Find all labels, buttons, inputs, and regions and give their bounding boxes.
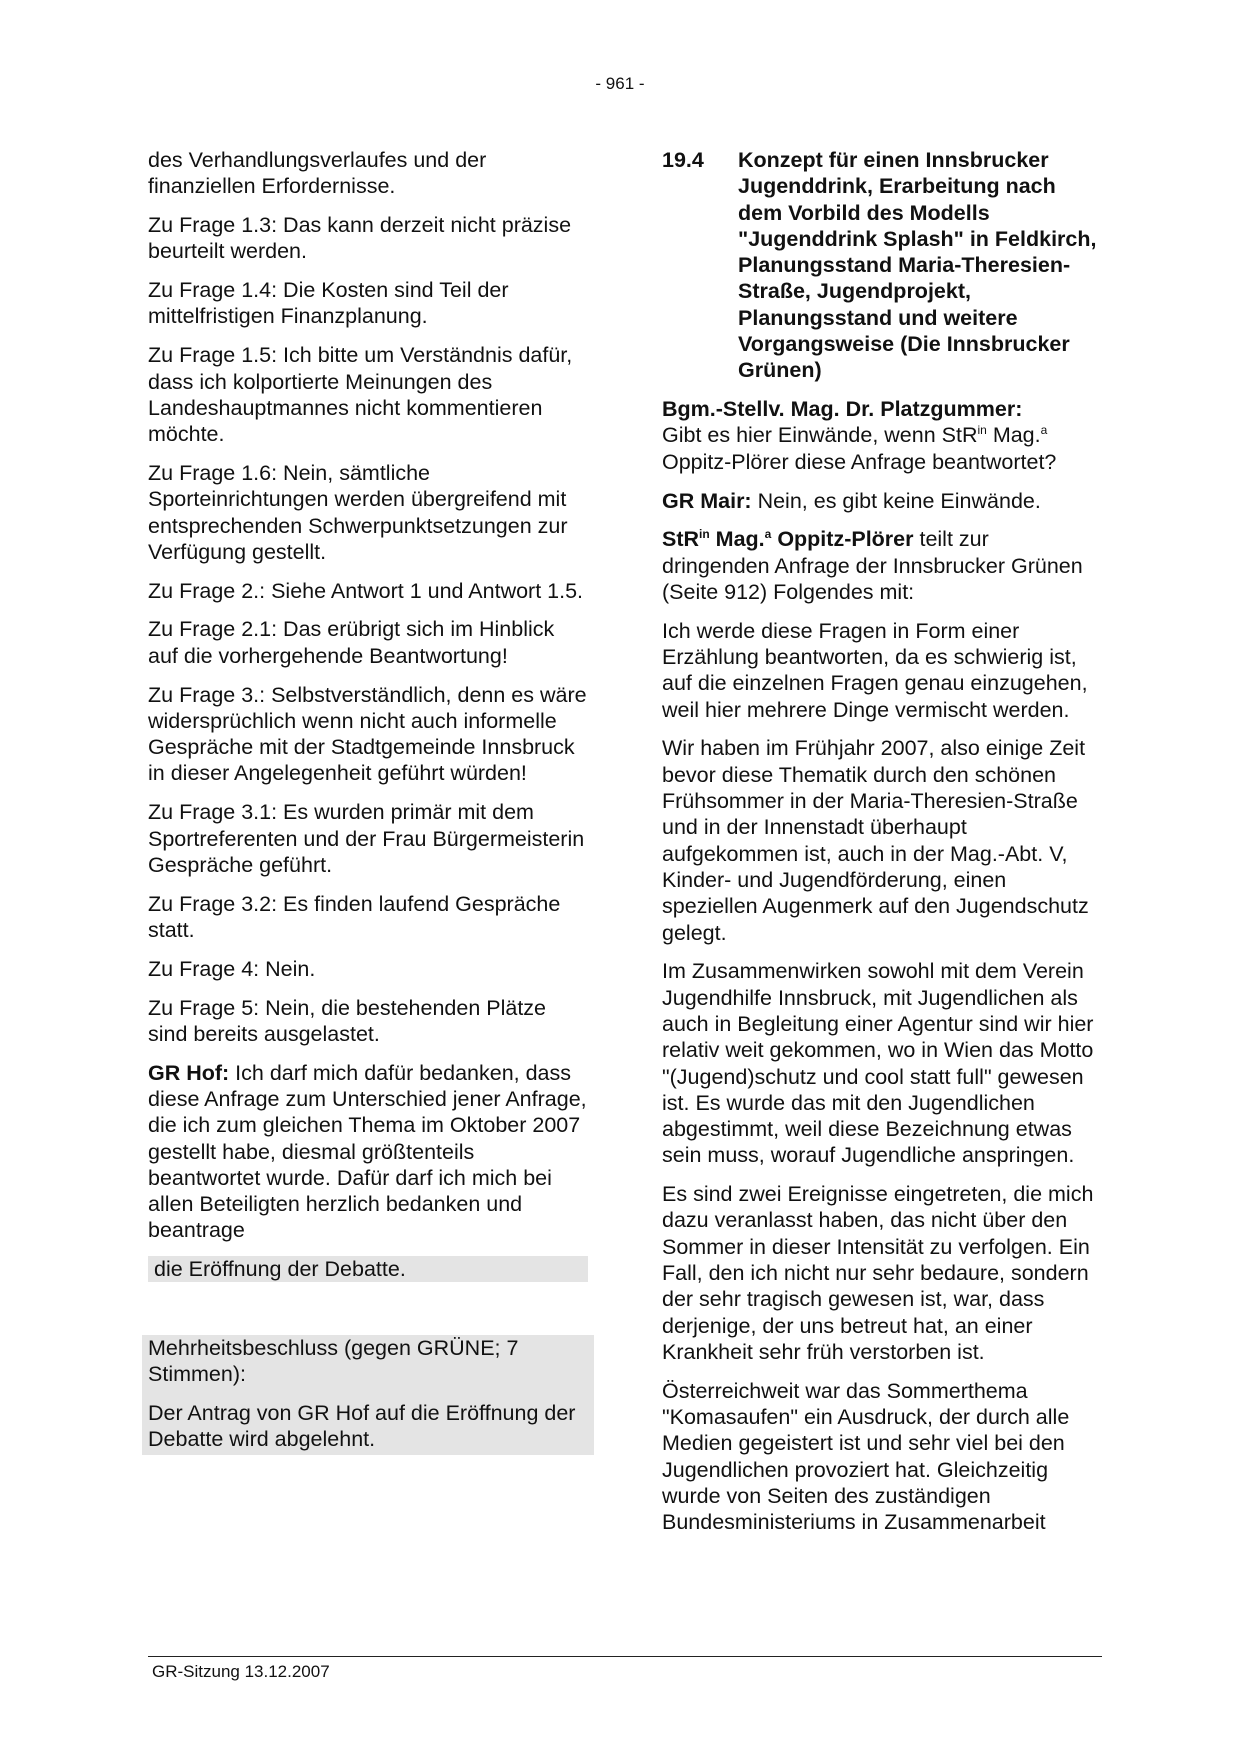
left-column xyxy=(148,147,588,1455)
str-statement xyxy=(662,526,1102,605)
paragraph: Zu Frage 1.3: Das kann derzeit nicht präzise beurteilt werden. xyxy=(148,213,572,264)
paragraph: des Verhandlungsverlaufes und der finanziellen Erfordernisse. xyxy=(148,148,487,199)
statement-text: Ich darf mich dafür bedanken, dass diese Anfrage zum Unterschied jener Anfrage, die ich zum gleichen Thema im Oktober 2007 gestellt habe, diesmal größtenteils beantwortet wurde. Dafür darf ich mich bei allen Beteiligten herzlich bedanken und beantrage xyxy=(148,1060,587,1243)
statement-text: Nein, es gibt keine Einwände. xyxy=(751,488,1041,513)
paragraph: Zu Frage 4: Nein. xyxy=(148,956,316,981)
speaker-name: GR Hof: xyxy=(148,1060,230,1085)
footer-divider xyxy=(148,1656,1102,1657)
chair-statement xyxy=(662,396,1102,475)
statement-text: teilt zur dringenden Anfrage der Innsbrucker Grünen (Seite 912) Folgendes mit: xyxy=(662,527,1083,604)
paragraph: Ich werde diese Fragen in Form einer Erzählung beantworten, da es schwierig ist, auf die einzelnen Fragen genau einzugehen, weil hier mehrere Dinge vermischt werden. xyxy=(662,618,1088,722)
right-column xyxy=(662,147,1102,1548)
hof-statement xyxy=(148,1060,588,1244)
agenda-title: Konzept für einen Innsbrucker Jugenddrink, Erarbeitung nach dem Vorbild des Modells "Jugenddrink Splash" in Feldkirch, Planungsstand Maria-Theresien-Straße, Jugendprojekt, Planungsstand und weitere Vorgangsweise (Die Innsbrucker Grünen) xyxy=(738,148,1097,383)
footer-text: GR-Sitzung 13.12.2007 xyxy=(152,1662,330,1681)
paragraph: Zu Frage 1.4: Die Kosten sind Teil der mittelfristigen Finanzplanung. xyxy=(148,278,509,329)
statement-text: Oppitz-Plörer diese Anfrage beantwortet? xyxy=(662,449,1057,474)
superscript: a xyxy=(1040,423,1048,438)
decision-text: Der Antrag von GR Hof auf die Eröffnung der Debatte wird abgelehnt. xyxy=(148,1401,576,1452)
paragraph: Zu Frage 3.1: Es wurden primär mit dem Sportreferenten und der Frau Bürgermeisterin Gespräche geführt. xyxy=(148,800,585,877)
speaker-name: Bgm.-Stellv. Mag. Dr. Platzgummer: xyxy=(662,397,1023,422)
paragraph: Zu Frage 2.1: Das erübrigt sich im Hinblick auf die vorhergehende Beantwortung! xyxy=(148,617,555,668)
speaker-name: GR Mair: xyxy=(662,488,752,513)
paragraph: Zu Frage 3.: Selbstverständlich, denn es wäre widersprüchlich wenn nicht auch informelle Gespräche mit der Stadtgemeinde Innsbruck in dieser Angelegenheit geführt würden! xyxy=(148,682,587,786)
page-number: - 961 - xyxy=(595,74,645,93)
paragraph: Wir haben im Frühjahr 2007, also einige Zeit bevor diese Thematik durch den schönen Frühsommer in der Maria-Theresien-Straße und in der Innenstadt überhaupt aufgekommen ist, auch in der Mag.-Abt. V, Kinder- und Jugendförderung, einen speziellen Augenmerk auf den Jugendschutz gelegt. xyxy=(662,736,1089,945)
paragraph: Zu Frage 5: Nein, die bestehenden Plätze sind bereits ausgelastet. xyxy=(148,995,547,1046)
spacer xyxy=(148,1295,588,1335)
speaker-name: StR$^{in}$ Mag.$^a$ Oppitz-Plörer xyxy=(662,527,914,552)
motion-text: die Eröffnung der Debatte. xyxy=(148,1256,588,1282)
statement-text: Mag. xyxy=(986,423,1041,448)
paragraph: Zu Frage 2.: Siehe Antwort 1 und Antwort 1.5. xyxy=(148,578,584,603)
decision-title: Mehrheitsbeschluss (gegen GRÜNE; 7 Stimmen): xyxy=(148,1335,519,1387)
paragraph: Zu Frage 1.5: Ich bitte um Verständnis dafür, dass ich kolportierte Meinungen des Landeshauptmannes nicht kommentieren möchte. xyxy=(148,343,573,447)
agenda-number: 19.4 xyxy=(662,148,704,172)
paragraph: Österreichweit war das Sommerthema "Komasaufen" ein Ausdruck, der durch alle Medien gegeistert ist und sehr viel bei den Jugendlichen provoziert hat. Gleichzeitig wurde von Seiten des zuständigen Bundesministeriums in Zusammenarbeit xyxy=(662,1378,1070,1535)
mair-statement xyxy=(662,488,1102,514)
statement-text: Gibt es hier Einwände, wenn StR xyxy=(662,423,978,448)
paragraph: Es sind zwei Ereignisse eingetreten, die mich dazu veranlasst haben, das nicht über den Sommer in dieser Intensität zu verfolgen. Ein Fall, den ich nicht nur sehr bedaure, sondern der sehr tragisch gewesen ist, war, dass derjenige, der uns betreut hat, an einer Krankheit sehr früh verstorben ist. xyxy=(662,1182,1094,1364)
superscript: in xyxy=(977,423,987,438)
paragraph: Im Zusammenwirken sowohl mit dem Verein Jugendhilfe Innsbruck, mit Jugendlichen als auch in Begleitung einer Agentur sind wir hier relativ weit gekommen, wo in Wien das Motto "(Jugend)schutz und cool statt full" gewesen ist. Es wurde das mit den Jugendlichen abgestimmt, weil diese Bezeichnung etwas sein muss, worauf Jugendliche anspringen. xyxy=(662,959,1094,1168)
decision-box xyxy=(142,1335,594,1455)
agenda-heading xyxy=(662,147,1102,384)
paragraph: Zu Frage 3.2: Es finden laufend Gespräche statt. xyxy=(148,891,561,942)
paragraph: Zu Frage 1.6: Nein, sämtliche Sporteinrichtungen werden übergreifend mit entsprechenden Schwerpunktsetzungen zur Verfügung gestellt. xyxy=(148,460,568,564)
